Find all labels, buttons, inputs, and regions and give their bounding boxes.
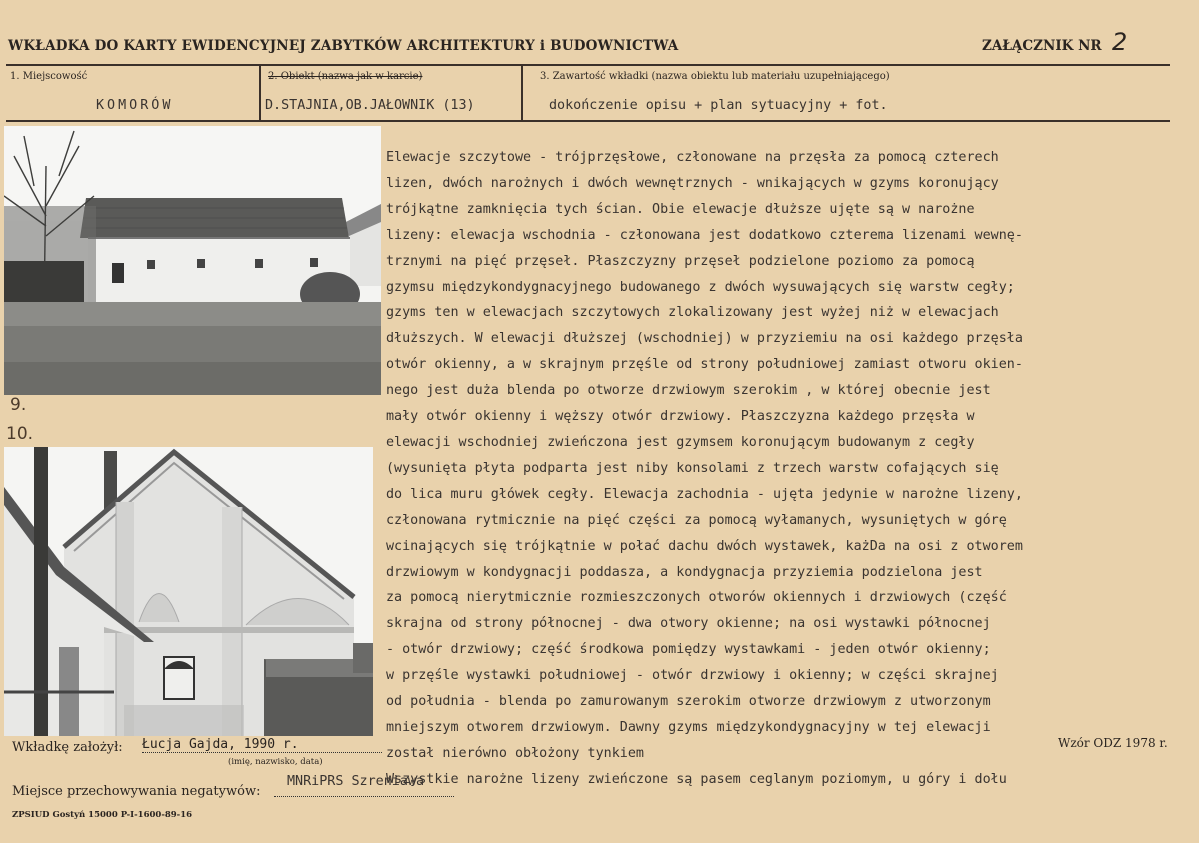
locality-value: KOMORÓW bbox=[96, 98, 174, 113]
founded-label: Wkładkę założył: bbox=[12, 740, 123, 755]
photo-1-number: 9. bbox=[10, 395, 27, 415]
object-value: D.STAJNIA,OB.JAŁOWNIK (13) bbox=[265, 98, 475, 113]
photo-stable-gable bbox=[4, 447, 373, 736]
field-divider bbox=[259, 66, 261, 121]
description-line: gzyms ten w elewacjach szczytowych zlokalizowany jest wyżej niż w elewacjach bbox=[386, 305, 999, 321]
description-line: gzymsu międzykondygnacyjnego budowanego z dwóch wysuwających się warstw cegły; bbox=[386, 279, 1015, 295]
description-line: dłuższych. W elewacji dłuższej (wschodniej) w przyziemiu na osi każdego przęsła bbox=[386, 331, 1023, 347]
description-line: elewacji wschodniej zwieńczona jest gzymsem koronującym budowanym z cegły bbox=[386, 434, 975, 450]
description-line: skrajna od strony północnej - dwa otwory okienne; na osi wystawki północnej bbox=[386, 616, 991, 632]
founded-hint: (imię, nazwisko, data) bbox=[228, 757, 323, 767]
description-line: trznymi na pięć przęseł. Płaszczyzny przęseł podzielone poziomo za pomocą bbox=[386, 253, 975, 269]
attachment-label: ZAŁĄCZNIK NR bbox=[982, 38, 1102, 54]
storage-value: MNRiPRS Szreniawa bbox=[287, 774, 425, 789]
description-line: został nierówno obłożony tynkiem bbox=[386, 745, 644, 761]
storage-label: Miejsce przechowywania negatywów: bbox=[12, 784, 261, 799]
description-line: za pomocą nierytmicznie rozmieszczonych otworów okiennych i drzwiowych (część bbox=[386, 590, 1007, 606]
description-line: trójkątne zamknięcia tych ścian. Obie elewacje dłuższe ujęte są w narożne bbox=[386, 201, 975, 217]
description-line: lizeny: elewacja wschodnia - członowana jest dodatkowo czterema lizenami wewnę- bbox=[386, 227, 1023, 243]
header-divider bbox=[6, 64, 1170, 66]
locality-label: 1. Miejscowość bbox=[10, 71, 88, 82]
description-line: od południa - blenda po zamurowanym szerokim otworze drzwiowym z utworzonym bbox=[386, 694, 991, 710]
object-label: 2. Obiekt (nazwa jak w karcie) bbox=[268, 71, 423, 82]
description-line: wcinających się trójkątnie w połać dachu dwóch wystawek, każDa na osi z otworem bbox=[386, 538, 1023, 554]
contents-label: 3. Zawartość wkładki (nazwa obiektu lub materiału uzupełniającego) bbox=[540, 71, 890, 82]
attachment-number: 2 bbox=[1112, 28, 1128, 56]
photo-stable-east-image bbox=[4, 126, 381, 395]
founded-value: Łucja Gajda, 1990 r. bbox=[142, 737, 382, 753]
description-line: członowana rytmicznie na pięć części za pomocą wyłamanych, wysuniętych w górę bbox=[386, 512, 1007, 528]
description-text bbox=[386, 145, 1194, 793]
field-divider bbox=[521, 66, 523, 121]
fields-divider bbox=[6, 120, 1170, 122]
photo-stable-east bbox=[4, 126, 381, 395]
printer-info: ZPSIUD Gostyń 15000 P-I-1600-89-16 bbox=[12, 810, 193, 820]
description-line: do lica muru główek cegły. Elewacja zachodnia - ujęta jedynie w narożne lizeny, bbox=[386, 486, 1023, 502]
description-line: Wszystkie narożne lizeny zwieńczone są pasem ceglanym poziomym, u góry i dołu bbox=[386, 771, 1007, 787]
description-line: (wysunięta płyta podparta jest niby konsolami z trzech warstw cofających się bbox=[386, 460, 999, 476]
description-line: lizen, dwóch narożnych i dwóch wewnętrznych - wnikających w gzyms koronujący bbox=[386, 175, 999, 191]
storage-underline bbox=[274, 796, 454, 797]
description-line: - otwór drzwiowy; część środkowa pomiędzy wystawkami - jeden otwór okienny; bbox=[386, 642, 991, 658]
description-line: otwór okienny, a w skrajnym przęśle od strony południowej zamiast otworu okien- bbox=[386, 357, 1023, 373]
card-title: WKŁADKA DO KARTY EWIDENCYJNEJ ZABYTKÓW ARCHITEKTURY i BUDOWNICTWA bbox=[8, 38, 679, 54]
description-line: mniejszym otworem drzwiowym. Dawny gzyms międzykondygnacyjny w tej elewacji bbox=[386, 719, 991, 735]
photo-stable-gable-image bbox=[4, 447, 373, 736]
form-reference: Wzór ODZ 1978 r. bbox=[1058, 736, 1168, 750]
description-line: drzwiowym w kondygnacji poddasza, a kondygnacja przyziemia podzielona jest bbox=[386, 564, 983, 580]
description-line: w przęśle wystawki południowej - otwór drzwiowy i okienny; w części skrajnej bbox=[386, 668, 999, 684]
description-line: nego jest duża blenda po otworze drzwiowym szerokim , w której obecnie jest bbox=[386, 383, 991, 399]
description-line: mały otwór okienny i węższy otwór drzwiowy. Płaszczyzna każdego przęsła w bbox=[386, 409, 975, 425]
photo-2-number: 10. bbox=[6, 424, 34, 444]
description-line: Elewacje szczytowe - trójprzęsłowe, członowane na przęsła za pomocą czterech bbox=[386, 150, 999, 165]
contents-value: dokończenie opisu + plan sytuacyjny + fot. bbox=[549, 98, 888, 113]
